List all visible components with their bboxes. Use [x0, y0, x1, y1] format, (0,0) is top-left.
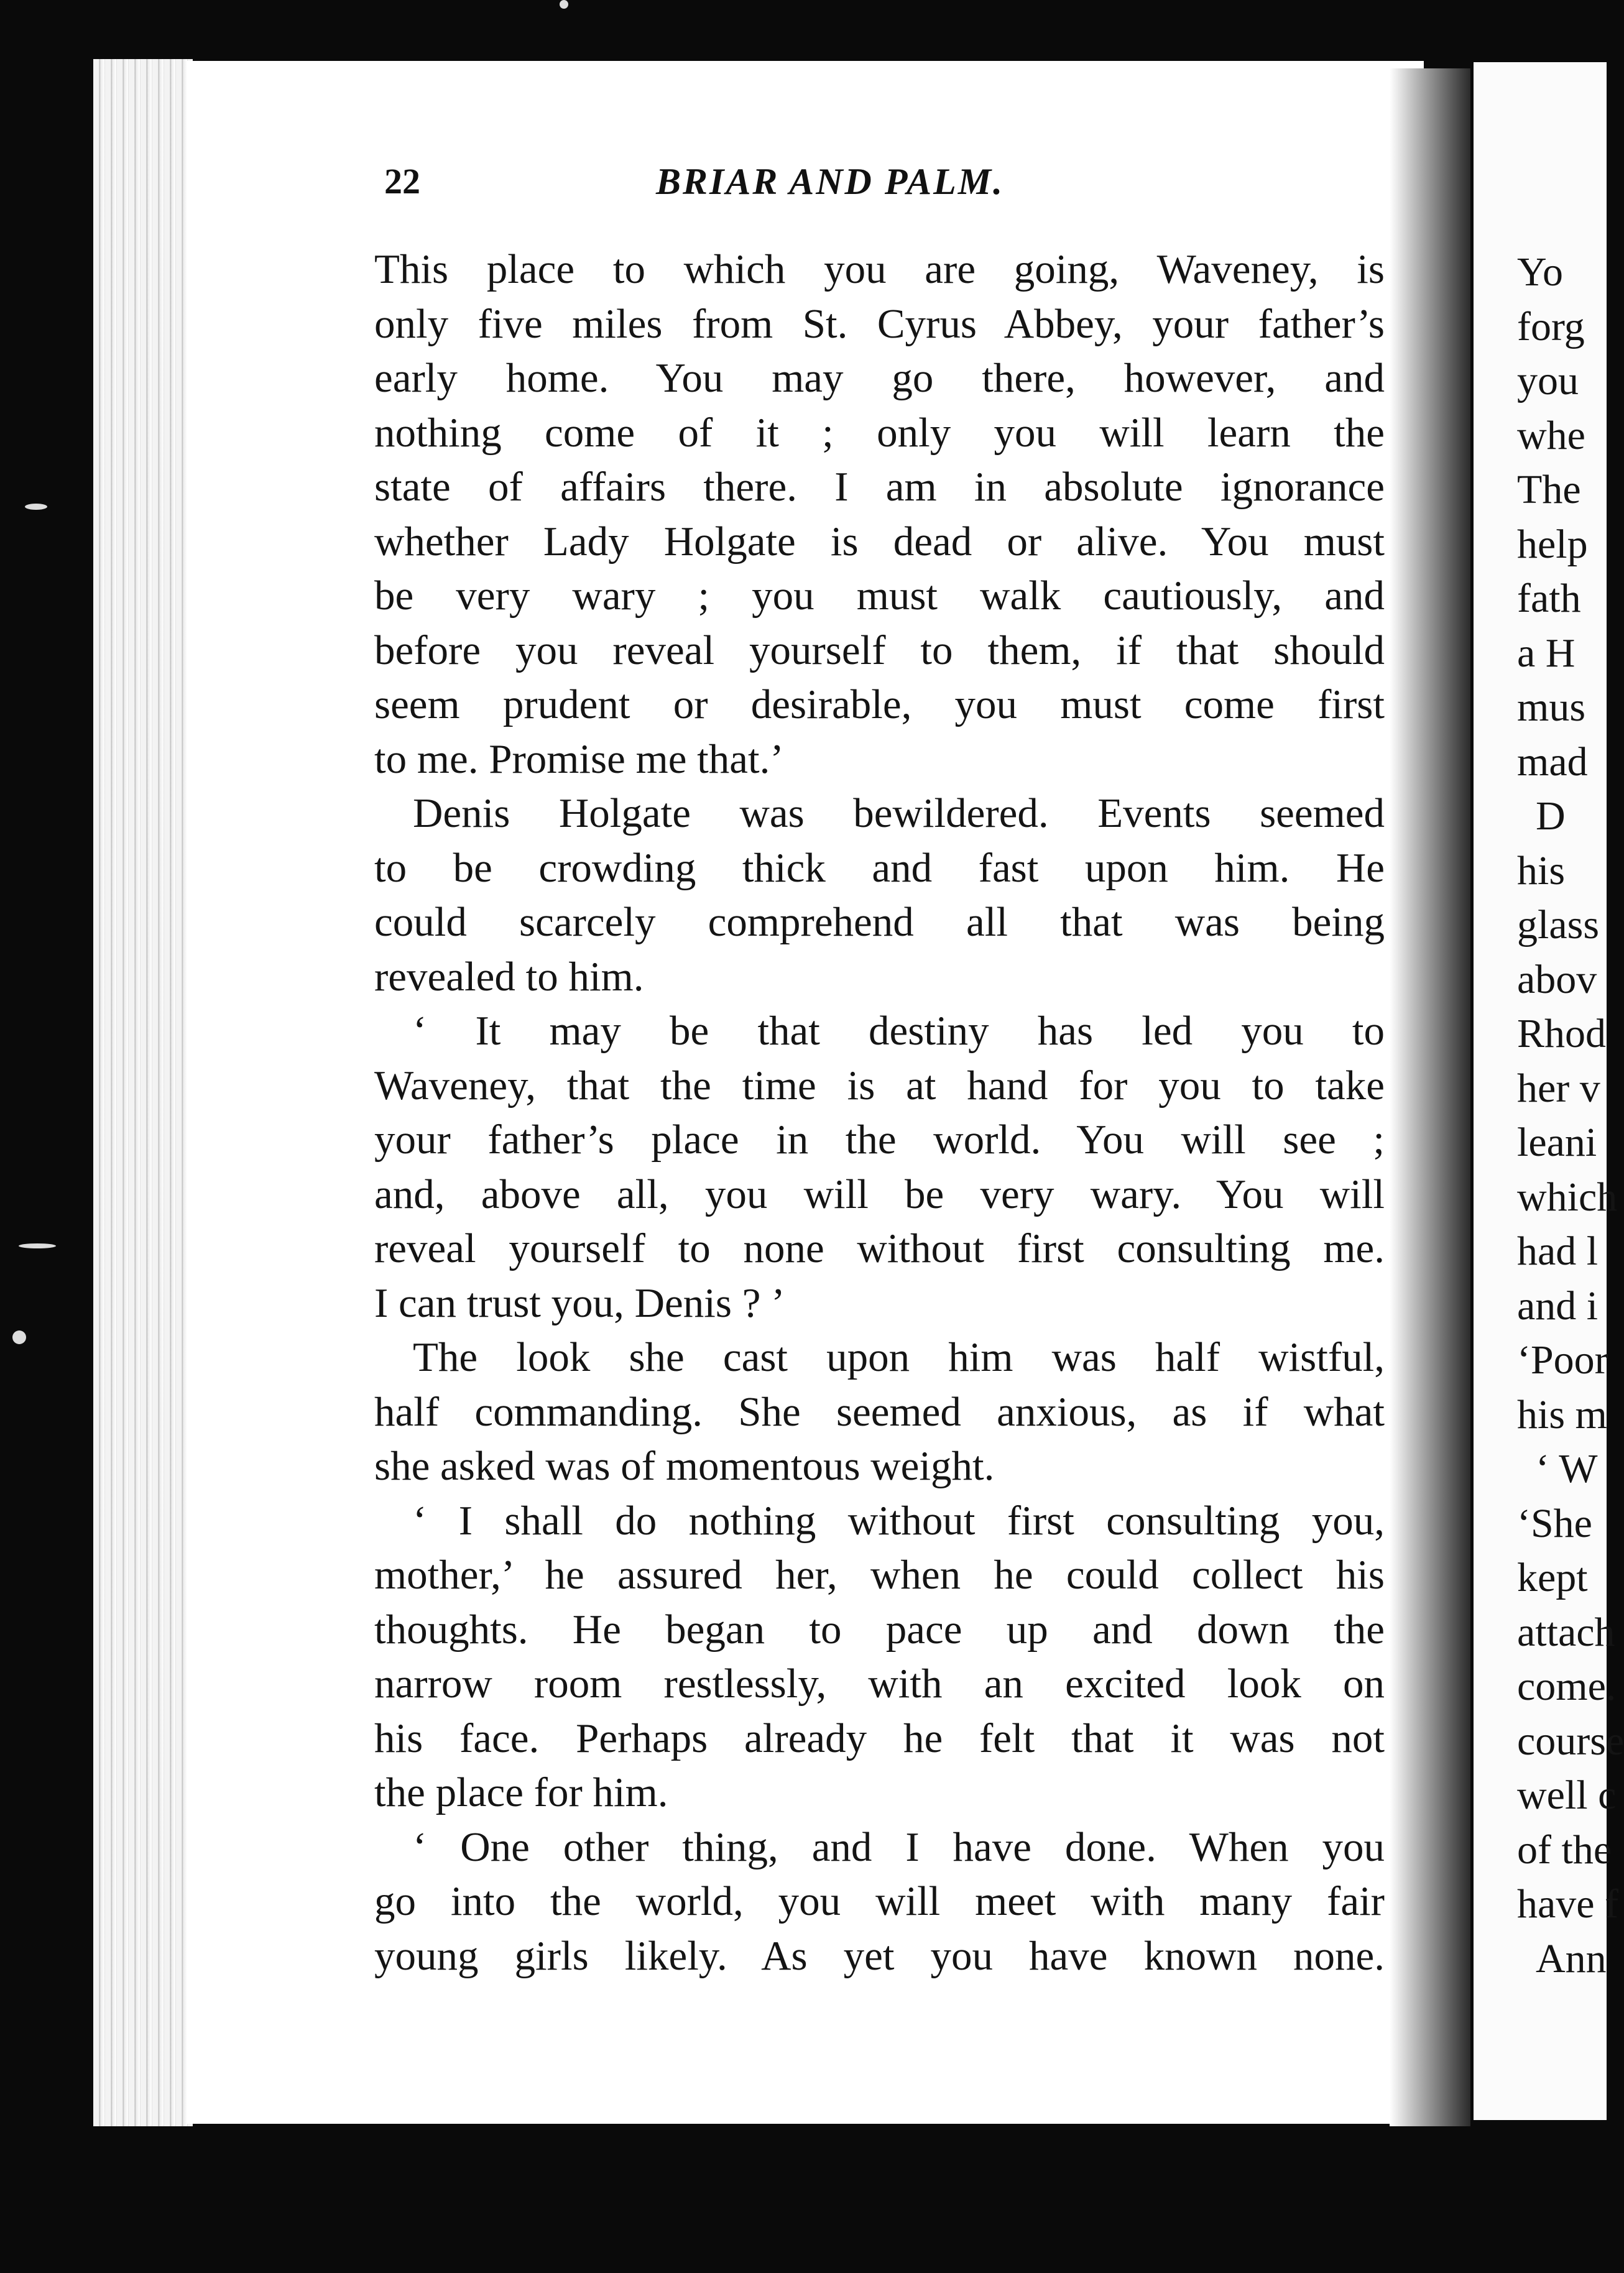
opposite-page-line: her v: [1517, 1065, 1600, 1111]
text-line: ‘ It may be that destiny has led you to: [413, 1008, 1385, 1054]
opposite-page: [1474, 62, 1624, 2120]
text-line: Denis Holgate was bewildered. Events seemed: [413, 790, 1385, 836]
text-line: early home. You may go there, however, and: [374, 355, 1385, 401]
opposite-page-line: have f: [1517, 1881, 1619, 1927]
running-head: [187, 160, 1424, 210]
opposite-page-line: abov: [1517, 956, 1597, 1002]
opposite-page-line: mus: [1517, 685, 1586, 730]
text-line: to be crowding thick and fast upon him. He: [374, 844, 1385, 891]
text-line: the place for him.: [374, 1769, 668, 1815]
gutter-shadow: [1390, 68, 1470, 2126]
text-line: be very wary ; you must walk cautiously, and: [374, 573, 1385, 619]
opposite-page-line: attach: [1517, 1609, 1615, 1655]
text-line: half commanding. She seemed anxious, as if what: [374, 1388, 1385, 1435]
text-line: reveal yourself to none without first consulting me.: [374, 1225, 1385, 1271]
text-line: ‘ One other thing, and I have done. When you: [413, 1823, 1385, 1870]
text-line: to me. Promise me that.’: [374, 735, 784, 782]
text-line: your father’s place in the world. You will see ;: [374, 1117, 1385, 1163]
body-text: [374, 242, 1385, 1983]
text-line: Waveney, that the time is at hand for you to take: [374, 1062, 1385, 1109]
text-line: and, above all, you will be very wary. You will: [374, 1171, 1385, 1217]
opposite-page-line: a H: [1517, 630, 1576, 676]
text-line: mother,’ he assured her, when he could collect his: [374, 1552, 1385, 1598]
opposite-page-line: glass: [1517, 902, 1599, 947]
text-line: she asked was of momentous weight.: [374, 1443, 995, 1489]
opposite-page-line: had l: [1517, 1229, 1599, 1274]
text-line: state of affairs there. I am in absolute ignorance: [374, 464, 1385, 510]
text-line: whether Lady Holgate is dead or alive. You must: [374, 518, 1385, 565]
scan-speck: [12, 1330, 26, 1344]
opposite-page-line: his: [1517, 847, 1566, 893]
text-line: his face. Perhaps already he felt that it was not: [374, 1715, 1385, 1761]
text-line: could scarcely comprehend all that was being: [374, 899, 1385, 945]
text-line: narrow room restlessly, with an excited look on: [374, 1661, 1385, 1707]
text-line: thoughts. He began to pace up and down the: [374, 1606, 1385, 1653]
text-line: only five miles from St. Cyrus Abbey, your father’s: [374, 300, 1385, 347]
opposite-page-line: course: [1517, 1718, 1624, 1764]
page-edge-stack: [93, 59, 193, 2126]
page-number: 22: [384, 161, 420, 201]
opposite-page-line: fath: [1517, 576, 1581, 621]
scan-speck: [19, 1243, 56, 1248]
text-line: I can trust you, Denis ? ’: [374, 1279, 785, 1326]
opposite-page-line: which: [1517, 1174, 1618, 1220]
opposite-page-line: and i: [1517, 1283, 1599, 1329]
opposite-page-line: whe: [1517, 412, 1585, 458]
opposite-page-line: leani: [1517, 1120, 1597, 1165]
running-title: BRIAR AND PALM.: [656, 161, 1005, 202]
opposite-page-line: well c: [1517, 1773, 1617, 1818]
opposite-page-line: Yo: [1517, 249, 1564, 295]
opposite-page-line: forg: [1517, 303, 1585, 349]
text-line: This place to which you are going, Waveney, is: [374, 246, 1385, 292]
text-line: seem prudent or desirable, you must come first: [374, 681, 1385, 727]
scan-speck: [25, 504, 47, 510]
opposite-page-line: Ann: [1536, 1935, 1607, 1981]
text-line: The look she cast upon him was half wistful,: [413, 1334, 1385, 1380]
opposite-page-line: The: [1517, 467, 1581, 512]
opposite-page-line: Rhod: [1517, 1011, 1607, 1056]
text-line: ‘ I shall do nothing without first consulting you,: [413, 1497, 1385, 1544]
text-line: young girls likely. As yet you have known none.: [374, 1932, 1385, 1979]
opposite-page-line: kept: [1517, 1555, 1588, 1600]
opposite-page-line: you: [1517, 358, 1579, 403]
opposite-page-line: ‘ W: [1536, 1446, 1598, 1492]
opposite-page-line: his m: [1517, 1391, 1607, 1437]
text-line: revealed to him.: [374, 953, 644, 1000]
opposite-page-line: come.: [1517, 1664, 1617, 1709]
opposite-page-line: ‘Poor: [1517, 1337, 1608, 1383]
opposite-page-line: of the: [1517, 1827, 1612, 1873]
text-line: before you reveal yourself to them, if that should: [374, 627, 1385, 673]
text-line: nothing come of it ; only you will learn the: [374, 409, 1385, 456]
opposite-page-line: mad: [1517, 739, 1588, 785]
opposite-page-line: ‘She: [1517, 1500, 1592, 1546]
opposite-page-line: help: [1517, 521, 1588, 567]
opposite-page-line: D: [1536, 793, 1566, 839]
text-line: go into the world, you will meet with many fair: [374, 1878, 1385, 1924]
scan-speck: [560, 0, 568, 9]
